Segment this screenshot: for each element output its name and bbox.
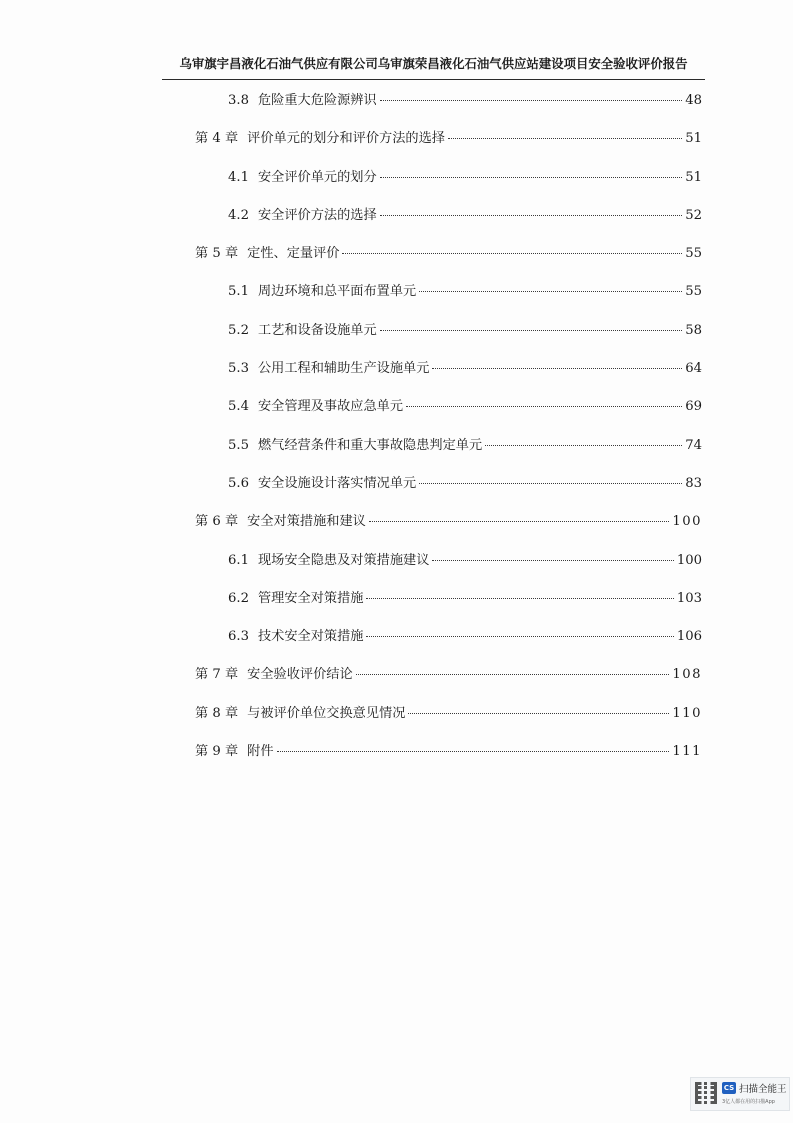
toc-entry-title: 管理安全对策措施	[257, 590, 364, 606]
toc-entry-title: 安全设施设计落实情况单元	[257, 475, 417, 491]
toc-entry-title: 周边环境和总平面布置单元	[257, 284, 417, 300]
toc-section-entry	[195, 388, 702, 426]
toc-entry-title: 公用工程和辅助生产设施单元	[257, 361, 430, 377]
toc-entry-number: 5.3	[228, 361, 249, 377]
toc-entry-title: 安全评价方法的选择	[257, 207, 377, 223]
toc-dot-leader	[448, 138, 682, 139]
toc-entry-page: 55	[685, 246, 702, 262]
toc-section-entry	[195, 427, 702, 465]
toc-section-entry	[195, 273, 702, 311]
toc-entry-page: 51	[685, 169, 702, 185]
toc-section-entry	[195, 618, 702, 656]
toc-dot-leader	[369, 521, 669, 522]
toc-entry-number: 5.2	[228, 322, 249, 338]
toc-entry-page: 55	[685, 284, 702, 300]
toc-entry-page: 111	[672, 744, 702, 760]
toc-entry-page: 103	[676, 590, 702, 606]
toc-entry-page: 51	[685, 131, 702, 147]
toc-section-entry	[195, 197, 702, 235]
toc-dot-leader	[380, 215, 683, 216]
scanner-logo-badge: CS	[723, 1084, 735, 1092]
toc-entry-title: 工艺和设备设施单元	[257, 322, 377, 338]
toc-dot-leader	[432, 368, 682, 369]
toc-dot-leader	[342, 253, 682, 254]
toc-entry-title: 安全评价单元的划分	[257, 169, 377, 185]
toc-dot-leader	[406, 406, 682, 407]
qr-code-icon	[695, 1082, 717, 1104]
toc-dot-leader	[419, 291, 682, 292]
table-of-contents	[195, 82, 702, 771]
toc-entry-number: 第 7 章	[195, 667, 239, 683]
toc-dot-leader	[485, 445, 682, 446]
toc-entry-title: 危险重大危险源辨识	[257, 93, 377, 108]
report-header-title: 乌审旗宇昌液化石油气供应有限公司乌审旗荣昌液化石油气供应站建设项目安全验收评价报告	[162, 54, 705, 80]
toc-chapter-entry	[195, 695, 702, 733]
toc-chapter-entry	[195, 235, 702, 273]
toc-entry-title: 现场安全隐患及对策措施建议	[257, 552, 430, 568]
toc-entry-title: 附件	[247, 744, 274, 760]
toc-chapter-entry	[195, 503, 702, 541]
toc-entry-number: 5.5	[228, 437, 249, 453]
toc-chapter-entry	[195, 120, 702, 158]
toc-section-entry	[195, 465, 702, 503]
toc-entry-title: 技术安全对策措施	[257, 629, 364, 645]
toc-dot-leader	[432, 560, 673, 561]
toc-section-entry	[195, 312, 702, 350]
toc-entry-number: 6.3	[228, 629, 249, 645]
toc-entry-number: 4.2	[228, 207, 249, 223]
toc-section-entry	[195, 159, 702, 197]
toc-entry-number: 第 8 章	[195, 705, 239, 721]
toc-entry-page: 69	[685, 399, 702, 415]
toc-entry-number: 第 9 章	[195, 744, 239, 760]
toc-dot-leader	[380, 330, 683, 331]
toc-entry-page: 110	[672, 705, 702, 721]
scanner-tagline: 3亿人都在用的扫描App	[722, 1099, 775, 1105]
toc-entry-page: 108	[672, 667, 702, 683]
toc-entry-page: 100	[676, 552, 702, 568]
toc-entry-number: 5.4	[228, 399, 249, 415]
toc-dot-leader	[366, 598, 673, 599]
toc-entry-page: 74	[685, 437, 702, 453]
toc-entry-page: 48	[685, 93, 702, 108]
toc-entry-number: 6.2	[228, 590, 249, 606]
toc-entry-title: 定性、定量评价	[247, 246, 340, 262]
toc-dot-leader	[408, 713, 669, 714]
toc-section-entry	[195, 82, 702, 120]
toc-entry-page: 52	[685, 207, 702, 223]
toc-entry-number: 5.6	[228, 475, 249, 491]
toc-entry-number: 5.1	[228, 284, 249, 300]
toc-entry-page: 64	[685, 361, 702, 377]
toc-dot-leader	[419, 483, 682, 484]
toc-entry-number: 4.1	[228, 169, 249, 185]
toc-entry-number: 第 5 章	[195, 246, 239, 262]
toc-entry-page: 106	[676, 629, 702, 645]
toc-entry-number: 第 4 章	[195, 131, 239, 147]
toc-entry-number: 3.8	[228, 93, 249, 108]
toc-dot-leader	[277, 751, 670, 752]
toc-entry-title: 安全对策措施和建议	[247, 514, 366, 530]
scanner-watermark	[690, 1077, 790, 1111]
toc-dot-leader	[366, 636, 673, 637]
toc-entry-number: 6.1	[228, 552, 249, 568]
toc-section-entry	[195, 580, 702, 618]
toc-section-entry	[195, 542, 702, 580]
toc-dot-leader	[356, 674, 670, 675]
toc-entry-number: 第 6 章	[195, 514, 239, 530]
toc-chapter-entry	[195, 656, 702, 694]
toc-entry-title: 评价单元的划分和评价方法的选择	[247, 131, 445, 147]
toc-dot-leader	[380, 100, 683, 101]
toc-entry-page: 83	[685, 475, 702, 491]
toc-entry-page: 100	[672, 514, 702, 530]
toc-chapter-entry	[195, 733, 702, 771]
toc-section-entry	[195, 350, 702, 388]
scanner-brand-name: 扫描全能王	[739, 1084, 787, 1095]
toc-entry-page: 58	[685, 322, 702, 338]
toc-entry-title: 燃气经营条件和重大事故隐患判定单元	[257, 437, 483, 453]
toc-entry-title: 与被评价单位交换意见情况	[247, 705, 406, 721]
toc-entry-title: 安全管理及事故应急单元	[257, 399, 404, 415]
toc-entry-title: 安全验收评价结论	[247, 667, 353, 683]
toc-dot-leader	[380, 177, 683, 178]
